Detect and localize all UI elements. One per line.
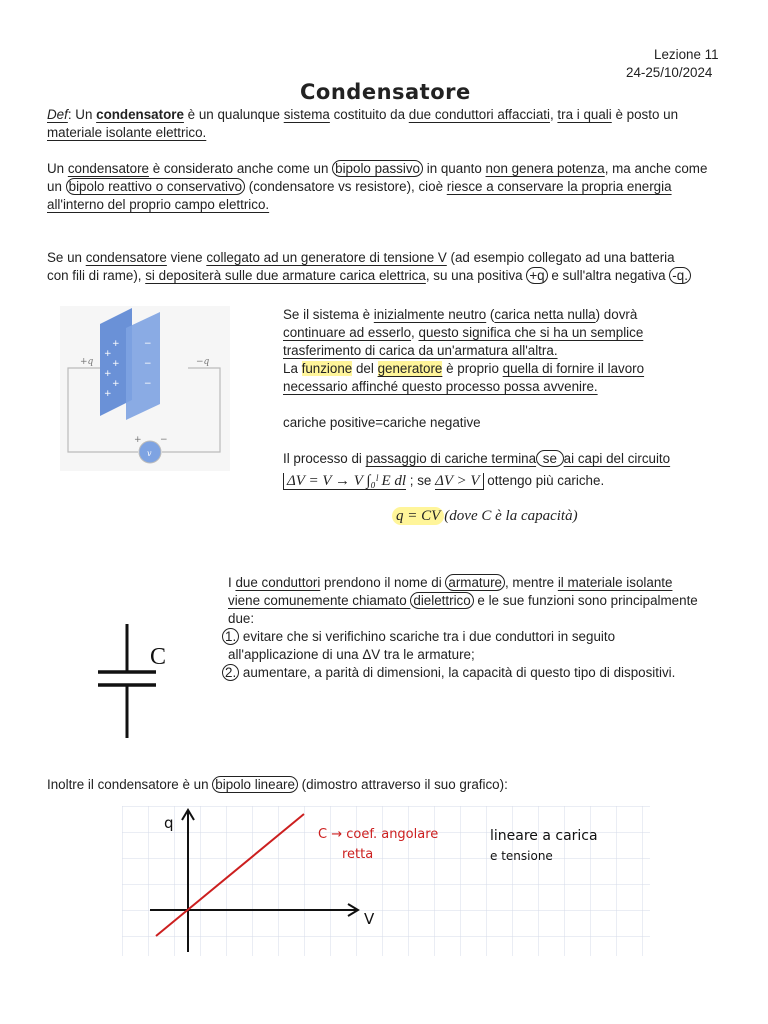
linear-note: lineare a carica	[490, 828, 598, 844]
def-label: Def	[47, 107, 68, 122]
svg-text:−: −	[144, 379, 152, 389]
negative-plate	[126, 312, 160, 420]
svg-text:+: +	[104, 369, 112, 379]
capacitor-plates-figure	[60, 306, 230, 471]
y-axis-label: q	[164, 814, 174, 832]
svg-text:v: v	[147, 449, 152, 458]
lesson-number: Lezione 11	[654, 47, 719, 62]
list-number-2: 2.	[222, 664, 239, 681]
svg-text:+: +	[134, 435, 142, 445]
process-paragraph: Il processo di passaggio di cariche termina se ai capi del circuito ΔV = V → V ∫₀ˡ E dl ; se ΔV > V ottengo più cariche.	[283, 451, 671, 489]
capacitance-formula: q = CV (dove C è la capacità)	[392, 508, 578, 525]
svg-text:+: +	[112, 379, 120, 389]
page-title: Condensatore	[300, 80, 471, 104]
linear-note-2: e tensione	[490, 849, 553, 863]
bipolo-paragraph: Un condensatore è considerato anche come un bipolo passivo in quanto non genera potenza, ma anche come un bipolo reattivo o conservativo (condensatore vs resistore), cioè riesce a conservare la propria energia all'interno del proprio campo elettrico.	[47, 161, 708, 212]
svg-text:C: C	[150, 644, 167, 670]
svg-text:+: +	[104, 389, 112, 399]
slope-note: C → coef. angolare	[318, 827, 439, 842]
svg-text:−: −	[160, 435, 168, 445]
capacitor-symbol	[96, 622, 186, 742]
svg-text:−: −	[144, 359, 152, 369]
svg-text:+: +	[112, 359, 120, 369]
svg-text:−q: −q	[196, 357, 210, 367]
list-number-1: 1.	[222, 628, 239, 645]
slope-note-2: retta	[342, 847, 374, 862]
definition-paragraph: Def: Un condensatore è un qualunque sistema costituito da due conduttori affacciati, tra i quali è posto un materiale isolante elettrico.	[47, 107, 679, 140]
svg-text:+q: +q	[80, 357, 94, 367]
neutral-paragraph: Se il sistema è inizialmente neutro (carica netta nulla) dovrà continuare ad esserlo, questo significa che si ha un semplice trasferimento di carica da un'armatura all'altra. La funzione del generatore è proprio quella di fornire il lavoro necessario affinché questo processo possa avvenire.	[283, 307, 645, 394]
delta-v-formula: ΔV = V → V ∫₀ˡ E dl	[283, 473, 406, 490]
delta-v-condition: ΔV > V	[435, 473, 483, 490]
generator-paragraph: Se un condensatore viene collegato ad un generatore di tensione V (ad esempio collegato ad una batteria con fili di rame), si depositerà sulle due armature carica elettrica, su una positiva +q e sull'altra negativa -q.	[47, 249, 737, 285]
svg-text:+: +	[112, 339, 120, 349]
charges-equality: cariche positive=cariche negative	[283, 415, 481, 430]
svg-text:−: −	[144, 339, 152, 349]
linear-paragraph: Inoltre il condensatore è un bipolo lineare (dimostro attraverso il suo grafico):	[47, 777, 508, 792]
svg-text:+: +	[104, 349, 112, 359]
linear-graph	[122, 806, 650, 956]
x-axis-label: V	[364, 910, 375, 928]
armature-paragraph: I due conduttori prendono il nome di armature , mentre il materiale isolante viene comunemente chiamato dielettrico e le sue funzioni sono principalmente due: 1. evitare che si verifichino scariche tra i due conduttori in seguito all'applicazione di una ΔV tra le armature; 2. aumentare, a parità di dimensioni, la capacità di questo tipo di dispositivi.	[228, 574, 733, 682]
lesson-date: 24-25/10/2024	[626, 65, 713, 80]
